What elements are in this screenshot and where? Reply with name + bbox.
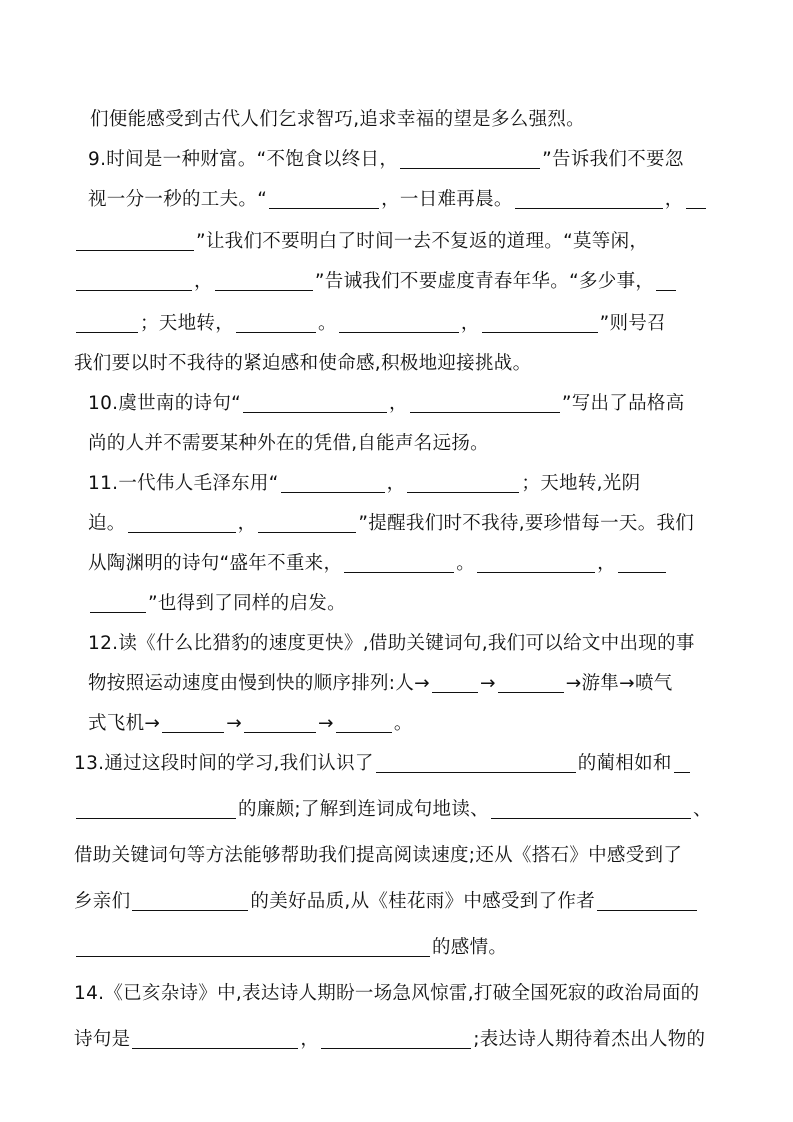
answer-blank[interactable] — [674, 748, 690, 773]
text-line: 诗句是 ， ;表达诗人期待着杰出人物的 — [74, 1018, 705, 1062]
answer-blank[interactable] — [258, 508, 356, 533]
answer-blank[interactable] — [482, 308, 598, 333]
answer-blank[interactable] — [215, 266, 313, 291]
answer-blank[interactable] — [236, 308, 316, 333]
text-line: 视一分一秒的工夫。“ ，一日难再晨。 ， — [88, 180, 708, 220]
question-14-line: 14.《已亥杂诗》中,表达诗人期盼一场急风惊雷,打破全国死寂的政治局面的 — [74, 983, 700, 1004]
text-line: 从陶渊明的诗句“盛年不重来， 。 ， — [88, 544, 668, 584]
text-line: 迫。 ， ”提醒我们时不我待,要珍惜每一天。我们 — [88, 504, 694, 544]
answer-blank[interactable] — [128, 508, 236, 533]
answer-blank[interactable] — [498, 668, 564, 693]
text-line: 式飞机→ → → 。 — [88, 704, 413, 744]
answer-blank[interactable] — [76, 794, 236, 819]
answer-blank[interactable] — [90, 588, 146, 613]
answer-blank[interactable] — [400, 144, 540, 169]
answer-blank[interactable] — [597, 886, 697, 911]
text-line: 尚的人并不需要某种外在的凭借,自能声名远扬。 — [88, 433, 489, 454]
answer-blank[interactable] — [76, 932, 430, 957]
question-11-line: 11.一代伟人毛泽东用“ ， ；天地转,光阴 — [88, 464, 640, 504]
answer-blank[interactable] — [515, 184, 663, 209]
text-line: 的感情。 — [74, 926, 507, 970]
text-line: ”让我们不要明白了时间一去不复返的道理。“莫等闲， — [74, 222, 648, 262]
answer-blank[interactable] — [244, 708, 316, 733]
answer-blank[interactable] — [132, 886, 248, 911]
answer-blank[interactable] — [618, 548, 666, 573]
text-line: ”也得到了同样的启发。 — [88, 584, 346, 624]
answer-blank[interactable] — [162, 708, 224, 733]
answer-blank[interactable] — [407, 468, 519, 493]
answer-blank[interactable] — [336, 708, 392, 733]
answer-blank[interactable] — [132, 1024, 298, 1049]
answer-blank[interactable] — [281, 468, 385, 493]
text-line: 乡亲们 的美好品质,从《桂花雨》中感受到了作者 — [74, 880, 699, 924]
answer-blank[interactable] — [491, 794, 691, 819]
answer-blank[interactable] — [432, 668, 478, 693]
question-9-line: 9.时间是一种财富。“不饱食以终日， ”告诉我们不要忽 — [88, 140, 684, 180]
text-line: ；天地转， 。 ， ”则号召 — [74, 304, 666, 344]
answer-blank[interactable] — [76, 226, 194, 251]
text-line: ， ”告诫我们不要虚度青春年华。“多少事， — [74, 262, 678, 302]
text-line: 我们要以时不我待的紧迫感和使命感,积极地迎接挑战。 — [74, 353, 532, 374]
answer-blank[interactable] — [339, 308, 459, 333]
question-10-line: 10.虞世南的诗句“ ， ”写出了品格高 — [88, 384, 685, 424]
text-line: 们便能感受到古代人们乞求智巧,追求幸福的望是多么强烈。 — [90, 109, 585, 130]
question-12-line: 12.读《什么比猎豹的速度更快》,借助关键词句,我们可以给文中出现的事 — [88, 633, 695, 654]
text-line: 物按照运动速度由慢到快的顺序排列:人→ → →游隼→喷气 — [88, 664, 673, 704]
answer-blank[interactable] — [243, 388, 387, 413]
answer-blank[interactable] — [344, 548, 454, 573]
answer-blank[interactable] — [321, 1024, 471, 1049]
answer-blank[interactable] — [76, 266, 192, 291]
answer-blank[interactable] — [686, 184, 706, 209]
answer-blank[interactable] — [477, 548, 595, 573]
answer-blank[interactable] — [410, 388, 560, 413]
answer-blank[interactable] — [656, 266, 676, 291]
text-line: 借助关键词句等方法能够帮助我们提高阅读速度;还从《搭石》中感受到了 — [74, 845, 683, 866]
question-13-line: 13.通过这段时间的学习,我们认识了 的蔺相如和 — [74, 742, 692, 786]
answer-blank[interactable] — [76, 308, 138, 333]
answer-blank[interactable] — [269, 184, 379, 209]
answer-blank[interactable] — [376, 748, 576, 773]
text-line: 的廉颇;了解到连词成句地读、 、 — [74, 788, 712, 832]
